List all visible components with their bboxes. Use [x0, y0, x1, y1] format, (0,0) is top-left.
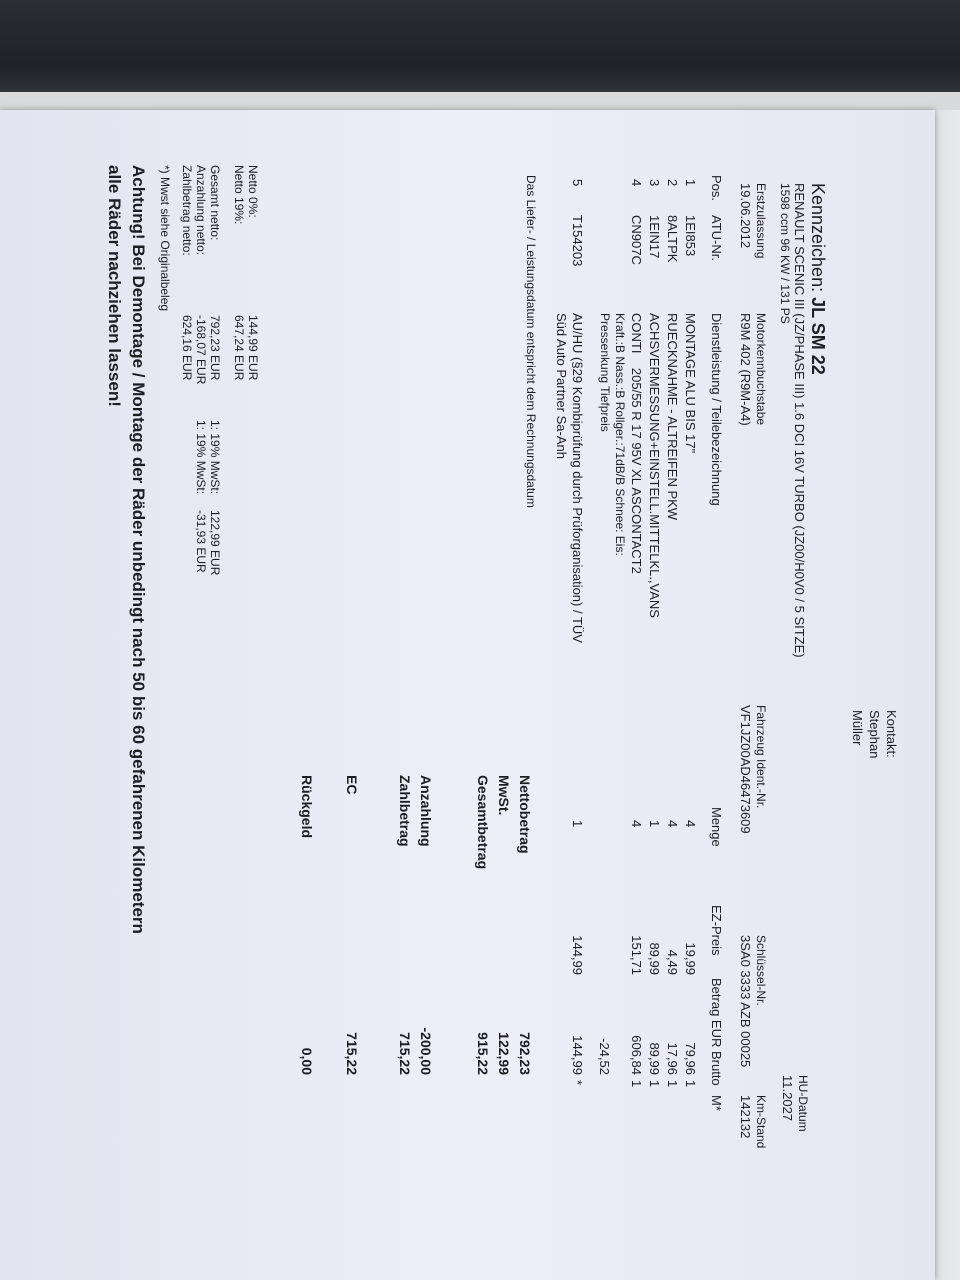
- row1-desc: MONTAGE ALU BIS 17": [683, 313, 698, 454]
- km-label: Km-Stand: [754, 1095, 768, 1149]
- row3-m: 1: [647, 1080, 662, 1088]
- erstzulassung-block: [738, 183, 768, 258]
- header-menge: Menge: [709, 807, 724, 847]
- row1-pos: 1: [683, 179, 698, 187]
- hu-label: HU-Datum: [796, 1075, 810, 1132]
- contact-label: Kontakt:: [884, 710, 899, 758]
- header-pos: Pos.: [709, 175, 724, 202]
- row1-betrag: 79,96: [683, 1042, 698, 1075]
- row2-desc: RUECKNAHME - ALTREIFEN PKW: [665, 313, 680, 521]
- row2-pos: 2: [665, 179, 680, 187]
- header-atu: ATU-Nr.: [709, 215, 724, 261]
- row2-betrag: 17,96: [665, 1042, 680, 1075]
- row1-ez: 19,99: [683, 942, 698, 975]
- erstzulassung-label: Erstzulassung: [754, 183, 768, 259]
- anzahlungnetto-value: -168,07 EUR: [194, 315, 208, 385]
- tax-note: *) Mwst siehe Originalbeleg: [158, 165, 172, 312]
- warning-line2: alle Räder nachziehen lassen!: [105, 165, 124, 407]
- anzahlung-label: Anzahlung: [418, 775, 434, 847]
- row3-menge: 1: [647, 820, 662, 828]
- row2-m: 1: [665, 1080, 680, 1088]
- fin-label: Fahrzeug Ident.-Nr.: [754, 705, 768, 809]
- row3-atu: 1EIN17: [647, 215, 662, 259]
- header-betrag: Betrag EUR Brutto: [709, 978, 724, 1086]
- zahlbetragnetto-label: Zahlbetrag netto:: [180, 165, 194, 256]
- row5-desc: AU/HU (§29 Kombiprüfung durch Prüforganisation) / TÜV: [570, 313, 585, 643]
- row4-desc: CONTI 205/55 R 17 95V XL ASCONTACT2: [629, 313, 644, 574]
- gesamt-value: 915,22: [475, 1032, 491, 1075]
- rueckgeld-value: 0,00: [299, 1047, 315, 1075]
- row4-pos: 4: [629, 179, 644, 187]
- mwst2-value: -31,93 EUR: [194, 510, 208, 573]
- row4-betrag: 606,84: [629, 1035, 644, 1075]
- row3-pos: 3: [647, 179, 662, 187]
- mwst2-label: 1: 19% MwSt:: [194, 420, 208, 495]
- netto0-label: Netto 0%:: [246, 165, 260, 218]
- mwst1-value: 122,99 EUR: [208, 510, 222, 576]
- row1-atu: 1EI853: [683, 215, 698, 257]
- row3-betrag: 89,99: [647, 1042, 662, 1075]
- row1-menge: 4: [683, 820, 698, 828]
- row3-ez: 89,99: [647, 942, 662, 975]
- contact-last-name: Müller: [850, 710, 865, 746]
- row5-desc2: Süd Auto Partner Sa-Anh: [554, 313, 569, 459]
- hu-value: 11.2027: [780, 1075, 795, 1122]
- ec-value: 715,22: [344, 1032, 360, 1075]
- warning-line1: Achtung! Bei Demontage / Montage der Räder unbedingt nach 50 bis 60 gefahrenen Kilometern: [129, 165, 148, 934]
- netto0-value: 144,99 EUR: [246, 315, 260, 381]
- motor-label: Motorkennbuchstabe: [754, 313, 768, 426]
- gesamtnetto-value: 792,23 EUR: [208, 315, 222, 381]
- receipt-paper: [0, 110, 935, 1280]
- schluessel-value: 3SA0 3333 AZB 00025: [738, 935, 753, 1068]
- row3-desc: ACHSVERMESSUNG+EINSTELL.MITTELKL.,VANS: [647, 313, 662, 618]
- vehicle-engine: 1598 ccm 96 KW / 131 PS: [778, 183, 792, 324]
- anzahlung-value: -200,00: [418, 1027, 434, 1075]
- schluessel-block: [738, 935, 768, 1067]
- contact-first-name: Stephan: [867, 710, 882, 759]
- netto19-label: Netto 19%:: [232, 165, 246, 225]
- header-ez: EZ-Preis: [709, 905, 724, 956]
- km-block: [738, 1095, 768, 1148]
- zahlbetragnetto-value: 624,16 EUR: [180, 315, 194, 381]
- row4-desc3: Pressenkung Tiefpreis: [598, 313, 612, 432]
- kennzeichen-label: Kennzeichen:: [808, 183, 828, 293]
- row4-desc2: Kraft.:B Nass.:B Rollger.:71dB/B Schnee: Eis:: [613, 313, 627, 556]
- km-value: 142132: [738, 1095, 753, 1139]
- zahlbetrag-label: Zahlbetrag: [397, 775, 413, 847]
- motor-value: R9M 402 (R9M-A4): [738, 313, 753, 426]
- row5-atu: T154203: [570, 215, 585, 267]
- fin-value: VF1JZ00AD46473609: [738, 705, 753, 834]
- contact-block: [849, 710, 900, 758]
- zahlbetrag-value: 715,22: [397, 1032, 413, 1075]
- anzahlungnetto-label: Anzahlung netto:: [194, 165, 208, 256]
- row4-discount: -24,52: [597, 1038, 612, 1075]
- row5-ez: 144,99: [570, 935, 585, 975]
- kennzeichen-line: [807, 183, 828, 375]
- gesamt-label: Gesamtbetrag: [475, 775, 491, 870]
- gesamtnetto-label: Gesamt netto:: [208, 165, 222, 241]
- liefer-note: Das Liefer- / Leistungsdatum entspricht dem Rechnungsdatum: [524, 175, 538, 508]
- mwst1-label: 1: 19% MwSt:: [208, 420, 222, 495]
- mwst-value: 122,99: [496, 1032, 512, 1075]
- row2-menge: 4: [665, 820, 680, 828]
- row5-betrag: 144,99: [570, 1035, 585, 1075]
- hu-block: [780, 1075, 810, 1132]
- receipt-content: [50, 135, 920, 1255]
- schluessel-label: Schlüssel-Nr.: [754, 935, 768, 1006]
- ec-label: EC: [344, 775, 360, 795]
- netto19-value: 647,24 EUR: [232, 315, 246, 381]
- netto-label: Nettobetrag: [517, 775, 533, 854]
- row2-ez: 4,49: [665, 949, 680, 975]
- netto-value: 792,23: [517, 1032, 533, 1075]
- row5-menge: 1: [570, 820, 585, 828]
- row5-m: *: [570, 1080, 585, 1086]
- vehicle-model: RENAULT SCENIC III (JZ/PHASE III) 1.6 DCI 16V TURBO (JZ00/H0V0 / 5 SITZE): [792, 183, 807, 658]
- rueckgeld-label: Rückgeld: [299, 775, 315, 839]
- mwst-label: MwSt.: [496, 775, 512, 816]
- row4-menge: 4: [629, 820, 644, 828]
- row2-atu: 8ALTPK: [665, 215, 680, 263]
- fin-block: [738, 705, 768, 834]
- row4-atu: CN907C: [629, 215, 644, 265]
- row4-m: 1: [629, 1080, 644, 1088]
- header-desc: Dienstleistung / Teilebezeichnung: [709, 313, 724, 506]
- header-m: M*: [709, 1095, 724, 1111]
- row4-ez: 151,71: [629, 935, 644, 975]
- motor-block: [738, 313, 768, 426]
- row1-m: 1: [683, 1080, 698, 1088]
- kennzeichen-value: JL SM 22: [808, 297, 828, 375]
- row5-pos: 5: [570, 179, 585, 187]
- erstzulassung-value: 19.06.2012: [738, 183, 753, 249]
